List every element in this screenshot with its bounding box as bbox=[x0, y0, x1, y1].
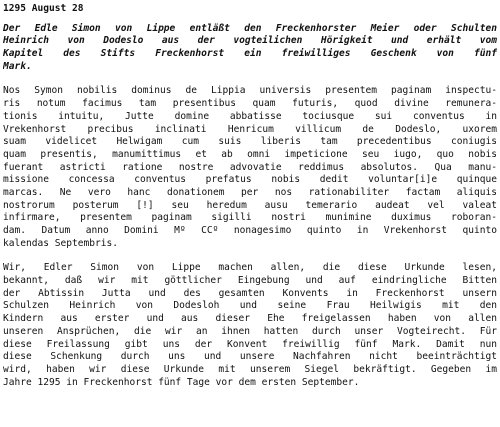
latin-line: quam presentis, manumittimus et ab omni impeticione seu iugo, quo nobis bbox=[3, 148, 497, 160]
latin-line: Vrekenhorst precibus inclinati Henricum villicum de Dodeslo, uxorem bbox=[3, 123, 497, 135]
latin-line: kalendas Septembris. bbox=[3, 237, 118, 249]
german-line: Kindern aus erster und aus dieser Ehe freigelassen haben von allen bbox=[3, 313, 497, 325]
spacer bbox=[3, 250, 497, 262]
regest-line: Heinrich von Dodeslo aus der vogteilichen Hörigkeit und erhält vom bbox=[3, 35, 497, 47]
german-line: diese Schenkung durch uns und unsere Nachfahren nicht beeinträchtigt bbox=[3, 351, 497, 363]
german-line: Wir, Edler Simon von Lippe machen allen, die diese Urkunde lesen, bbox=[3, 262, 497, 274]
german-line: Jahre 1295 in Freckenhorst fünf Tage vor dem ersten September. bbox=[3, 376, 360, 388]
latin-line: infirmare, presentem paginam sigilli nostri munimine duximus roboran- bbox=[3, 212, 497, 224]
latin-line: tionis intuitu, Jutte domine abbatisse tociusque sui conventus in bbox=[3, 110, 497, 122]
date-heading: 1295 August 28 bbox=[3, 3, 84, 14]
german-line: der Äbtissin Jutta und des gesamten Konvents in Freckenhorst unsern bbox=[3, 287, 497, 299]
spacer bbox=[3, 16, 497, 23]
document-page bbox=[3, 3, 497, 389]
regest-line: Kapitel des Stifts Freckenhorst ein freiwilliges Geschenk von fünf bbox=[3, 48, 497, 60]
latin-line: dam. Datum anno Domini Mº CCº nonagesimo quinto in Vrekenhorst quinto bbox=[3, 225, 497, 236]
regest-line: Der Edle Simon von Lippe entläßt den Freckenhorster Meier oder Schulten bbox=[3, 22, 497, 34]
german-line: diese Freilassung gibt uns der Konvent freiwillig fünf Mark. Damit nun bbox=[3, 338, 497, 350]
latin-line: Nos Symon nobilis dominus de Lippia universis presentem paginam inspectu- bbox=[3, 85, 497, 97]
latin-line: fuerant astricti ratione nostre advovatie reddimus absolutos. Qua manu- bbox=[3, 161, 497, 173]
german-line: wird, haben wir diese Urkunde mit unserem Siegel bekräftigt. Gegeben im bbox=[3, 363, 497, 375]
german-line: Schulzen Heinrich von Dodesloh und seine Frau Heilwigis mit den bbox=[3, 300, 497, 312]
latin-line: missione concessa conventus prefatus nobis dedit voluntar[i]e quinque bbox=[3, 174, 497, 186]
german-line: bekannt, daß wir mit göttlicher Eingebung und auf eindringliche Bitten bbox=[3, 275, 497, 287]
spacer bbox=[3, 73, 497, 85]
latin-charter-text bbox=[3, 85, 497, 250]
german-translation-text bbox=[3, 262, 497, 389]
latin-line: nostrorum posterum [!] seu heredum ausu temerario audeat vel valeat bbox=[3, 199, 497, 211]
latin-line: marcas. Ne vero hanc donationem per nos rationabiliter factam aliquis bbox=[3, 186, 497, 198]
german-line: unseren Ansprüchen, die wir an ihnen hatten durch unser Vogteirecht. Für bbox=[3, 325, 497, 337]
regest-line: Mark. bbox=[3, 60, 32, 72]
regest-summary bbox=[3, 23, 497, 74]
latin-line: suam videlicet Helwigam cum suis liberis tam precedentibus coniugis bbox=[3, 136, 497, 148]
latin-line: ris notum facimus tam presentibus quam futuris, quod divine remunera- bbox=[3, 98, 497, 110]
